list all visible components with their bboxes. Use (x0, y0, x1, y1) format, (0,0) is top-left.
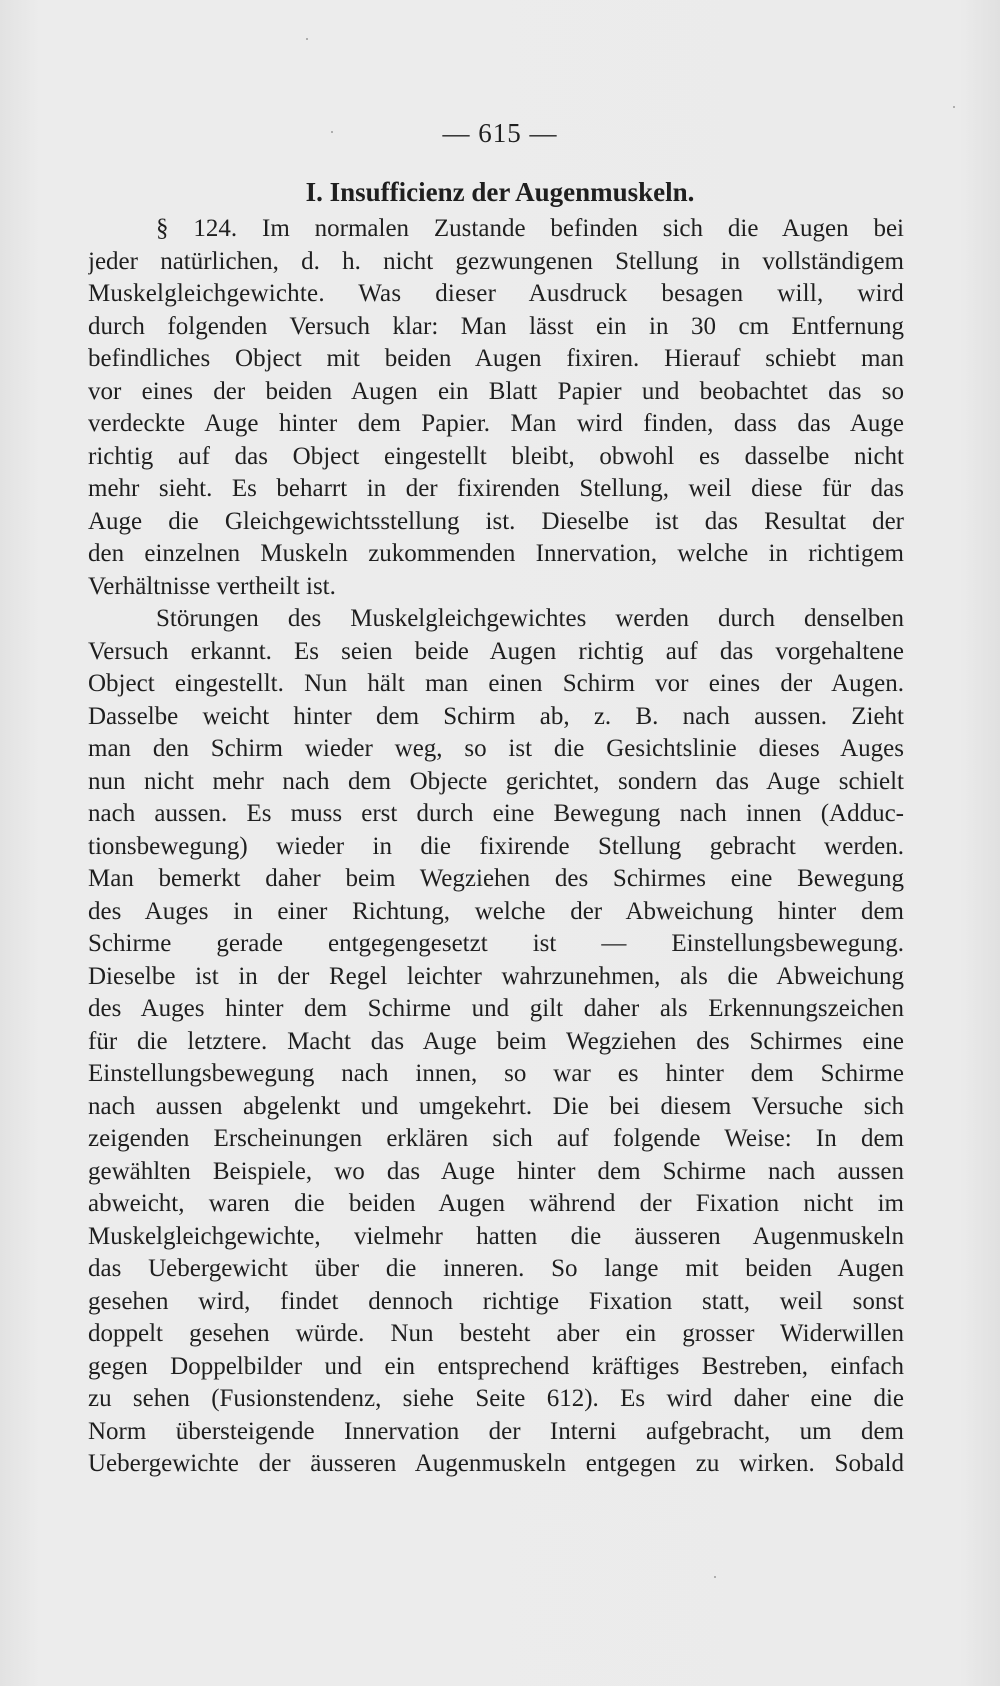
text-line: durch folgenden Versuch klar: Man lässt ein in 30 cm Entfernung (88, 312, 904, 340)
text-line: jeder natürlichen, d. h. nicht gezwungenen Stellung in vollständigem (88, 247, 904, 275)
text-line: mehr sieht. Es beharrt in der fixirenden Stellung, weil diese für das (88, 475, 904, 502)
text-line: Schirme gerade entgegengesetzt ist — Einstellungsbewegung. (88, 930, 904, 957)
text-line: zeigenden Erscheinungen erklären sich auf folgende Weise: In dem (88, 1125, 904, 1152)
text-line: zu sehen (Fusionstendenz, siehe Seite 612). Es wird daher eine die (88, 1385, 904, 1412)
text-line: verdeckte Auge hinter dem Papier. Man wird finden, dass das Auge (88, 410, 904, 437)
text-line: Versuch erkannt. Es seien beide Augen richtig auf das vorgehaltene (88, 637, 904, 665)
text-line: vor eines der beiden Augen ein Blatt Papier und beobachtet das so (88, 377, 904, 405)
section-title: I. Insufficienz der Augenmuskeln. (305, 177, 695, 207)
body-text (88, 213, 904, 1481)
text-line: Dieselbe ist in der Regel leichter wahrzunehmen, als die Abweichung (88, 962, 904, 990)
text-line: gegen Doppelbilder und ein entsprechend kräftiges Bestreben, einfach (88, 1352, 904, 1380)
text-line: richtig auf das Object eingestellt bleibt, obwohl es dasselbe nicht (88, 442, 904, 470)
text-line: den einzelnen Muskeln zukommenden Innervation, welche in richtigem (88, 540, 904, 567)
text-line: doppelt gesehen würde. Nun besteht aber ein grosser Widerwillen (88, 1320, 904, 1347)
text-line: für die letztere. Macht das Auge beim Wegziehen des Schirmes eine (88, 1027, 904, 1055)
text-line: des Auges in einer Richtung, welche der Abweichung hinter dem (88, 897, 904, 925)
text-line: Dasselbe weicht hinter dem Schirm ab, z. B. nach aussen. Zieht (88, 702, 904, 730)
text-line: Störungen des Muskelgleichgewichtes werden durch denselben (156, 605, 904, 632)
text-line: Man bemerkt daher beim Wegziehen des Schirmes eine Bewegung (88, 865, 904, 892)
text-line: nach aussen. Es muss erst durch eine Bewegung nach innen (Adduc- (88, 800, 904, 827)
paper-speck (306, 38, 308, 40)
page-number: — 615 — (442, 118, 558, 148)
text-line: nach aussen abgelenkt und umgekehrt. Die bei diesem Versuche sich (88, 1092, 904, 1120)
text-line: Muskelgleichgewichte. Was dieser Ausdruck besagen will, wird (88, 280, 904, 307)
text-line: Muskelgleichgewichte, vielmehr hatten die äusseren Augenmuskeln (88, 1222, 904, 1250)
paper-speck (714, 1576, 716, 1578)
text-line: Norm übersteigende Innervation der Interni aufgebracht, um dem (88, 1417, 904, 1445)
text-line: gesehen wird, findet dennoch richtige Fixation statt, weil sonst (88, 1287, 904, 1315)
text-line: Uebergewichte der äusseren Augenmuskeln entgegen zu wirken. Sobald (88, 1450, 904, 1477)
text-line: das Uebergewicht über die inneren. So lange mit beiden Augen (88, 1255, 904, 1282)
text-line: nun nicht mehr nach dem Objecte gerichtet, sondern das Auge schielt (88, 767, 904, 795)
text-line: Verhältnisse vertheilt ist. (88, 572, 336, 600)
text-line: man den Schirm wieder weg, so ist die Gesichtslinie dieses Auges (88, 735, 904, 762)
text-line: Auge die Gleichgewichtsstellung ist. Dieselbe ist das Resultat der (88, 507, 904, 535)
text-line: des Auges hinter dem Schirme und gilt daher als Erkennungszeichen (88, 995, 904, 1022)
text-line: gewählten Beispiele, wo das Auge hinter dem Schirme nach aussen (88, 1157, 904, 1185)
text-line: tionsbewegung) wieder in die fixirende Stellung gebracht werden. (88, 832, 904, 860)
paper-speck (953, 106, 955, 108)
text-line: Object eingestellt. Nun hält man einen Schirm vor eines der Augen. (88, 670, 904, 697)
text-line: befindliches Object mit beiden Augen fixiren. Hierauf schiebt man (88, 345, 904, 372)
text-line: Einstellungsbewegung nach innen, so war es hinter dem Schirme (88, 1060, 904, 1087)
text-line: § 124. Im normalen Zustande befinden sich die Augen bei (156, 215, 904, 242)
text-line: abweicht, waren die beiden Augen während der Fixation nicht im (88, 1190, 904, 1217)
